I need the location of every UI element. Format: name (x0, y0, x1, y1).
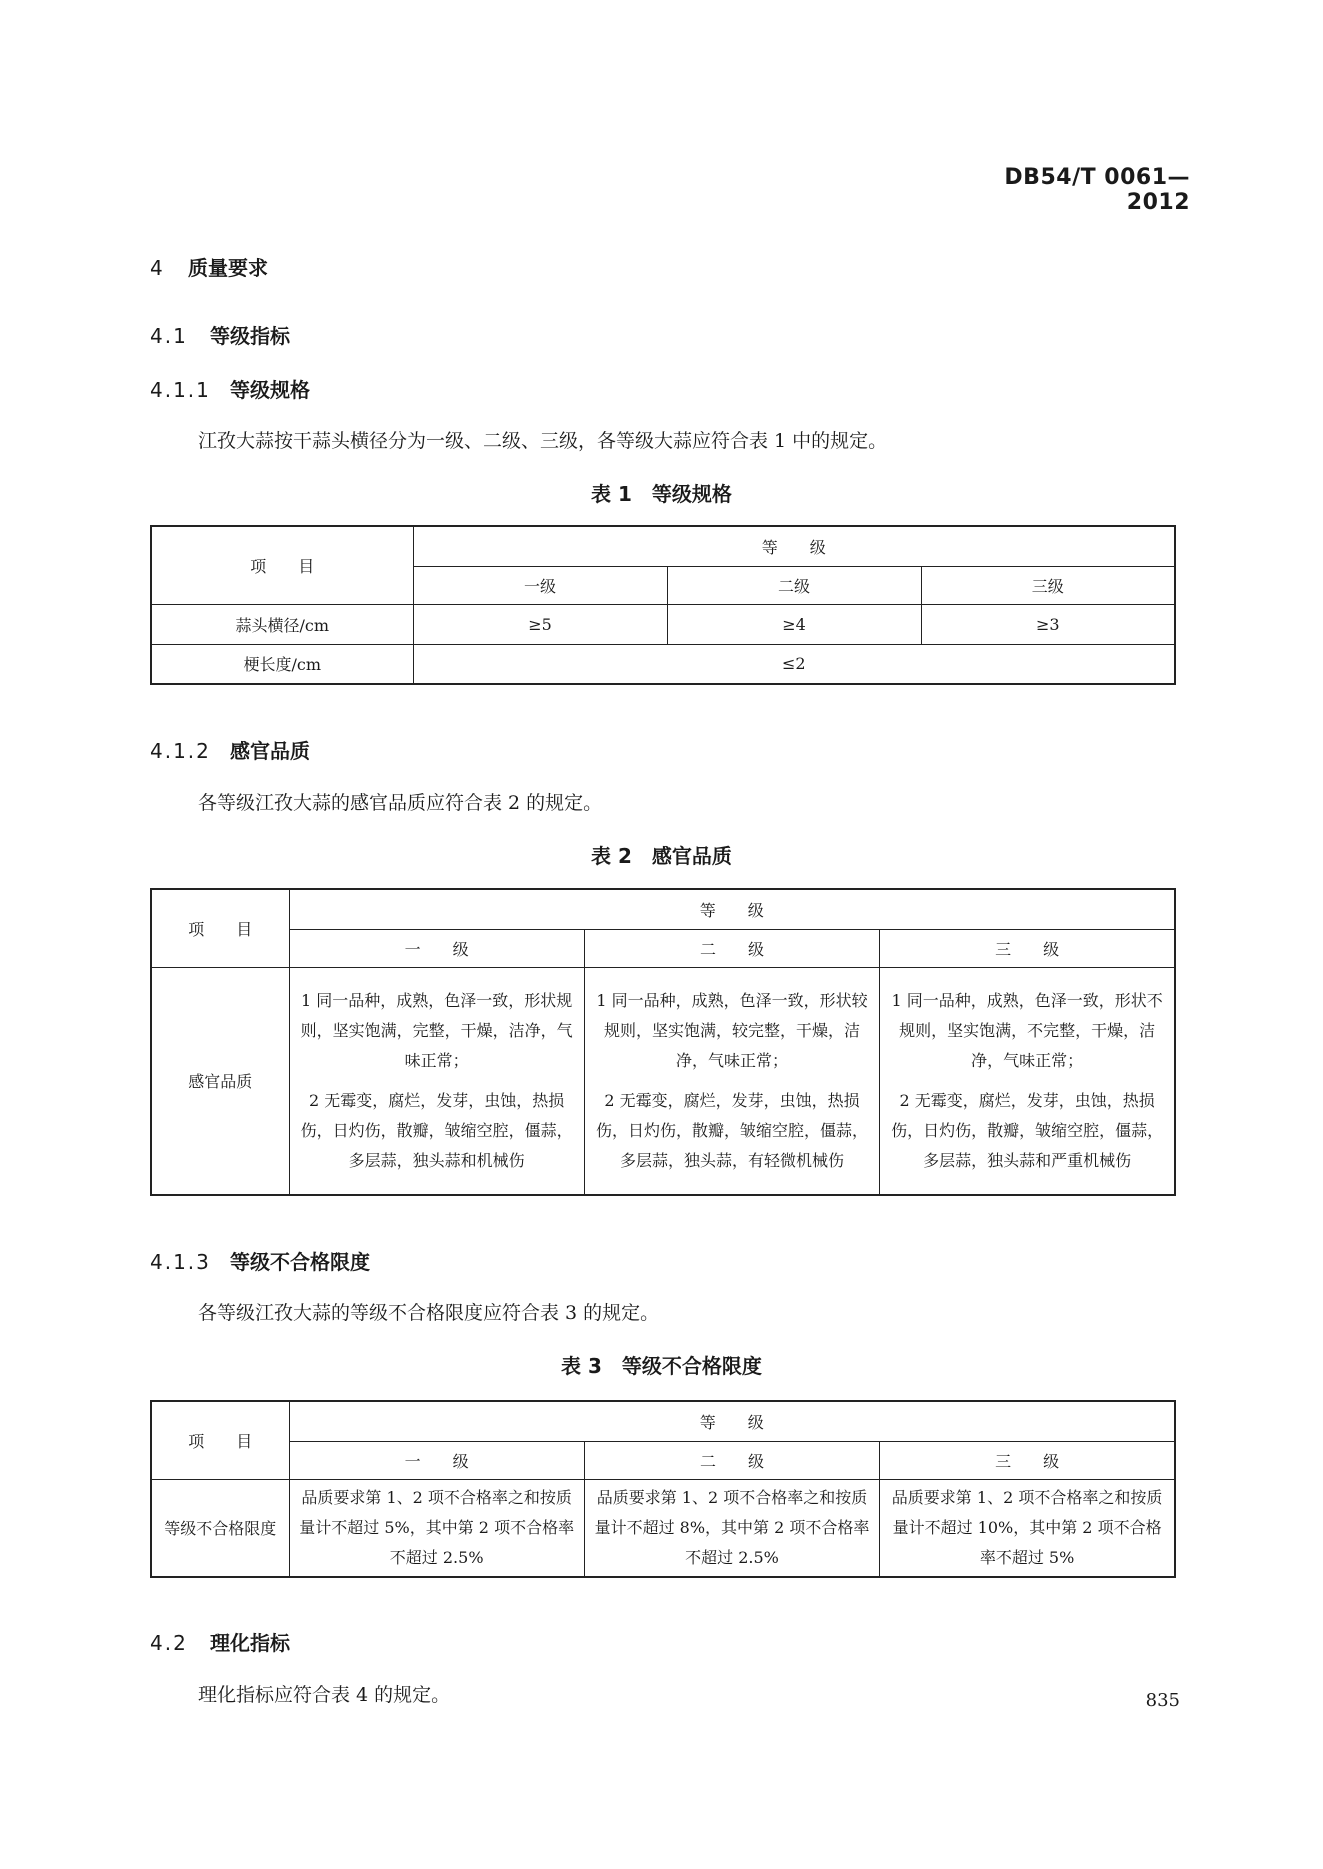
row-label: 蒜头横径/cm (151, 604, 413, 644)
grade-2-cell (584, 967, 879, 1195)
grade-2-header: 二 级 (584, 929, 879, 967)
requirement-2: 2 无霉变，腐烂，发芽，虫蚀，热损伤，日灼伤，散瓣，皱缩空腔，僵蒜，多层蒜，独头蒜和严重机械伤 (891, 1090, 1164, 1170)
grade-3-cell: 品质要求第 1、2 项不合格率之和按质量计不超过 10%，其中第 2 项不合格率不超过 5% (880, 1479, 1175, 1577)
section-title: 等级指标 (210, 324, 290, 348)
section-4-1-2-text: 各等级江孜大蒜的感官品质应符合表 2 的规定。 (198, 792, 603, 814)
grade-header: 等 级 (289, 1401, 1175, 1441)
item-header: 项 目 (151, 526, 413, 604)
section-title: 等级不合格限度 (230, 1250, 370, 1274)
section-number: 4 (150, 256, 165, 280)
table-3-caption: 表 3 等级不合格限度 (561, 1354, 762, 1378)
section-4-2-heading (150, 1627, 290, 1656)
requirement-2: 2 无霉变，腐烂，发芽，虫蚀，热损伤，日灼伤，散瓣，皱缩空腔，僵蒜，多层蒜，独头蒜，有轻微机械伤 (595, 1090, 868, 1170)
requirement-1: 1 同一品种，成熟，色泽一致，形状规则，坚实饱满，完整，干燥，洁净，气味正常； (300, 990, 573, 1070)
grade-1-header: 一级 (413, 566, 667, 604)
item-header: 项 目 (151, 1401, 289, 1479)
grade-3-header: 三 级 (880, 1441, 1175, 1479)
section-title: 理化指标 (210, 1631, 290, 1655)
section-title: 感官品质 (230, 739, 310, 763)
table-cell: ≥3 (921, 604, 1175, 644)
grade-header: 等 级 (413, 526, 1175, 566)
grade-2-header: 二级 (667, 566, 921, 604)
table-2-caption: 表 2 感官品质 (591, 844, 732, 868)
section-4-1-3-heading (150, 1246, 370, 1275)
section-4-2-text: 理化指标应符合表 4 的规定。 (198, 1684, 451, 1706)
section-4-1-3-text: 各等级江孜大蒜的等级不合格限度应符合表 3 的规定。 (198, 1302, 660, 1324)
document-code: DB54/T 0061—2012 (1004, 165, 1190, 215)
table-cell: ≥5 (413, 604, 667, 644)
grade-3-header: 三级 (921, 566, 1175, 604)
requirement-2: 2 无霉变，腐烂，发芽，虫蚀，热损伤，日灼伤，散瓣，皱缩空腔，僵蒜，多层蒜，独头蒜和机械伤 (300, 1090, 573, 1170)
grade-3-cell (880, 967, 1175, 1195)
grade-1-header: 一 级 (289, 1441, 584, 1479)
section-number: 4.1.2 (150, 739, 211, 763)
section-number: 4.1.1 (150, 378, 211, 402)
grade-3-header: 三 级 (880, 929, 1175, 967)
section-number: 4.1 (150, 324, 188, 348)
grade-2-cell: 品质要求第 1、2 项不合格率之和按质量计不超过 8%，其中第 2 项不合格率不超过 2.5% (584, 1479, 879, 1577)
grade-header: 等 级 (289, 889, 1175, 929)
row-label: 梗长度/cm (151, 644, 413, 684)
section-4-1-1-heading (150, 374, 310, 403)
requirement-1: 1 同一品种，成熟，色泽一致，形状不规则，坚实饱满，不完整，干燥，洁净，气味正常； (891, 990, 1163, 1070)
grade-1-cell: 品质要求第 1、2 项不合格率之和按质量计不超过 5%，其中第 2 项不合格率不超过 2.5% (289, 1479, 584, 1577)
table-cell: ≥4 (667, 604, 921, 644)
row-label: 感官品质 (151, 967, 289, 1195)
section-4-1-heading (150, 320, 290, 349)
section-number: 4.1.3 (150, 1250, 211, 1274)
table-1 (150, 525, 1176, 685)
table-cell: ≤2 (413, 644, 1175, 684)
section-4-1-2-heading (150, 735, 310, 764)
table-1-caption: 表 1 等级规格 (591, 482, 732, 506)
grade-1-cell (289, 967, 584, 1195)
table-2 (150, 888, 1176, 1196)
section-4-heading (150, 252, 268, 281)
section-title: 质量要求 (188, 256, 268, 280)
grade-2-header: 二 级 (584, 1441, 879, 1479)
grade-1-header: 一 级 (289, 929, 584, 967)
page-number: 835 (1145, 1690, 1180, 1711)
table-3 (150, 1400, 1176, 1578)
section-title: 等级规格 (230, 378, 310, 402)
row-label: 等级不合格限度 (151, 1479, 289, 1577)
requirement-1: 1 同一品种，成熟，色泽一致，形状较规则，坚实饱满，较完整，干燥，洁净，气味正常； (596, 990, 868, 1070)
item-header: 项 目 (151, 889, 289, 967)
section-number: 4.2 (150, 1631, 188, 1655)
section-4-1-1-text: 江孜大蒜按干蒜头横径分为一级、二级、三级，各等级大蒜应符合表 1 中的规定。 (198, 430, 888, 452)
